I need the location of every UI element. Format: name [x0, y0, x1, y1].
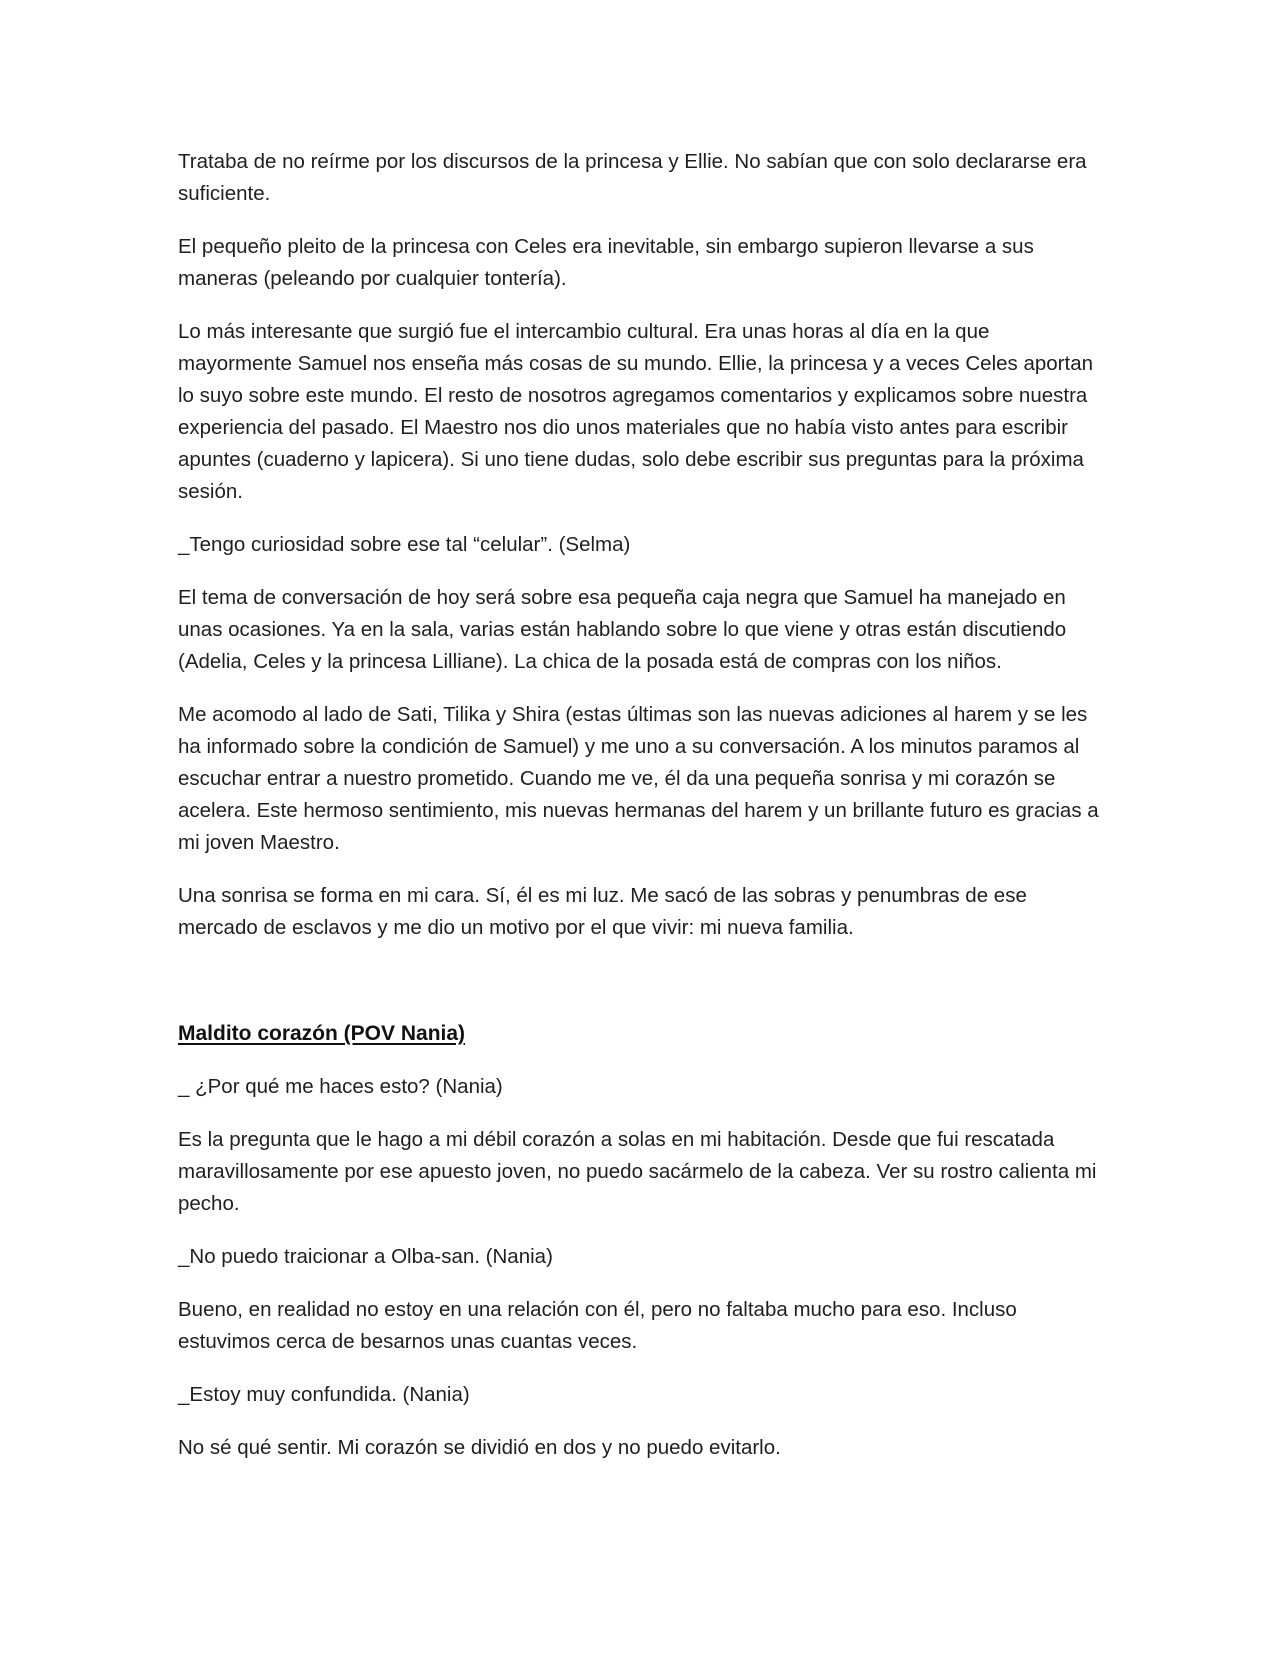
paragraph: Me acomodo al lado de Sati, Tilika y Shira (estas últimas son las nuevas adiciones al harem y se les ha informado sobre la condición de Samuel) y me uno a su conversación. A los minutos paramos al escuchar entrar a nuestro prometido. Cuando me ve, él da una pequeña sonrisa y mi corazón se acelera. Este hermoso sentimiento, mis nuevas hermanas del harem y un brillante futuro es gracias a mi joven Maestro.	[178, 703, 1099, 854]
dialogue-line: _Estoy muy confundida. (Nania)	[178, 1383, 470, 1406]
section-title: Maldito corazón (POV Nania)	[178, 1022, 466, 1045]
paragraph: Una sonrisa se forma en mi cara. Sí, él es mi luz. Me sacó de las sobras y penumbras de ese mercado de esclavos y me dio un motivo por el que vivir: mi nueva familia.	[178, 884, 1027, 939]
dialogue-line: _Tengo curiosidad sobre ese tal “celular”. (Selma)	[178, 533, 631, 556]
dialogue-line: _ ¿Por qué me haces esto? (Nania)	[178, 1075, 503, 1098]
section-spacer	[178, 965, 1108, 1018]
document-page	[178, 146, 1108, 1485]
paragraph: Trataba de no reírme por los discursos de la princesa y Ellie. No sabían que con solo declararse era suficiente.	[178, 150, 1087, 205]
paragraph: Es la pregunta que le hago a mi débil corazón a solas en mi habitación. Desde que fui rescatada maravillosamente por ese apuesto joven, no puedo sacármelo de la cabeza. Ver su rostro calienta mi pecho.	[178, 1128, 1097, 1215]
paragraph: El pequeño pleito de la princesa con Celes era inevitable, sin embargo supieron llevarse a sus maneras (peleando por cualquier tontería).	[178, 235, 1034, 290]
paragraph: Bueno, en realidad no estoy en una relación con él, pero no faltaba mucho para eso. Incluso estuvimos cerca de besarnos unas cuantas veces.	[178, 1298, 1017, 1353]
dialogue-line: _No puedo traicionar a Olba-san. (Nania)	[178, 1245, 553, 1268]
paragraph: Lo más interesante que surgió fue el intercambio cultural. Era unas horas al día en la que mayormente Samuel nos enseña más cosas de su mundo. Ellie, la princesa y a veces Celes aportan lo suyo sobre este mundo. El resto de nosotros agregamos comentarios y explicamos sobre nuestra experiencia del pasado. El Maestro nos dio unos materiales que no había visto antes para escribir apuntes (cuaderno y lapicera). Si uno tiene dudas, solo debe escribir sus preguntas para la próxima sesión.	[178, 320, 1094, 503]
paragraph: El tema de conversación de hoy será sobre esa pequeña caja negra que Samuel ha manejado en unas ocasiones. Ya en la sala, varias están hablando sobre lo que viene y otras están discutiendo (Adelia, Celes y la princesa Lilliane). La chica de la posada está de compras con los niños.	[178, 586, 1067, 673]
paragraph: No sé qué sentir. Mi corazón se dividió en dos y no puedo evitarlo.	[178, 1436, 781, 1459]
